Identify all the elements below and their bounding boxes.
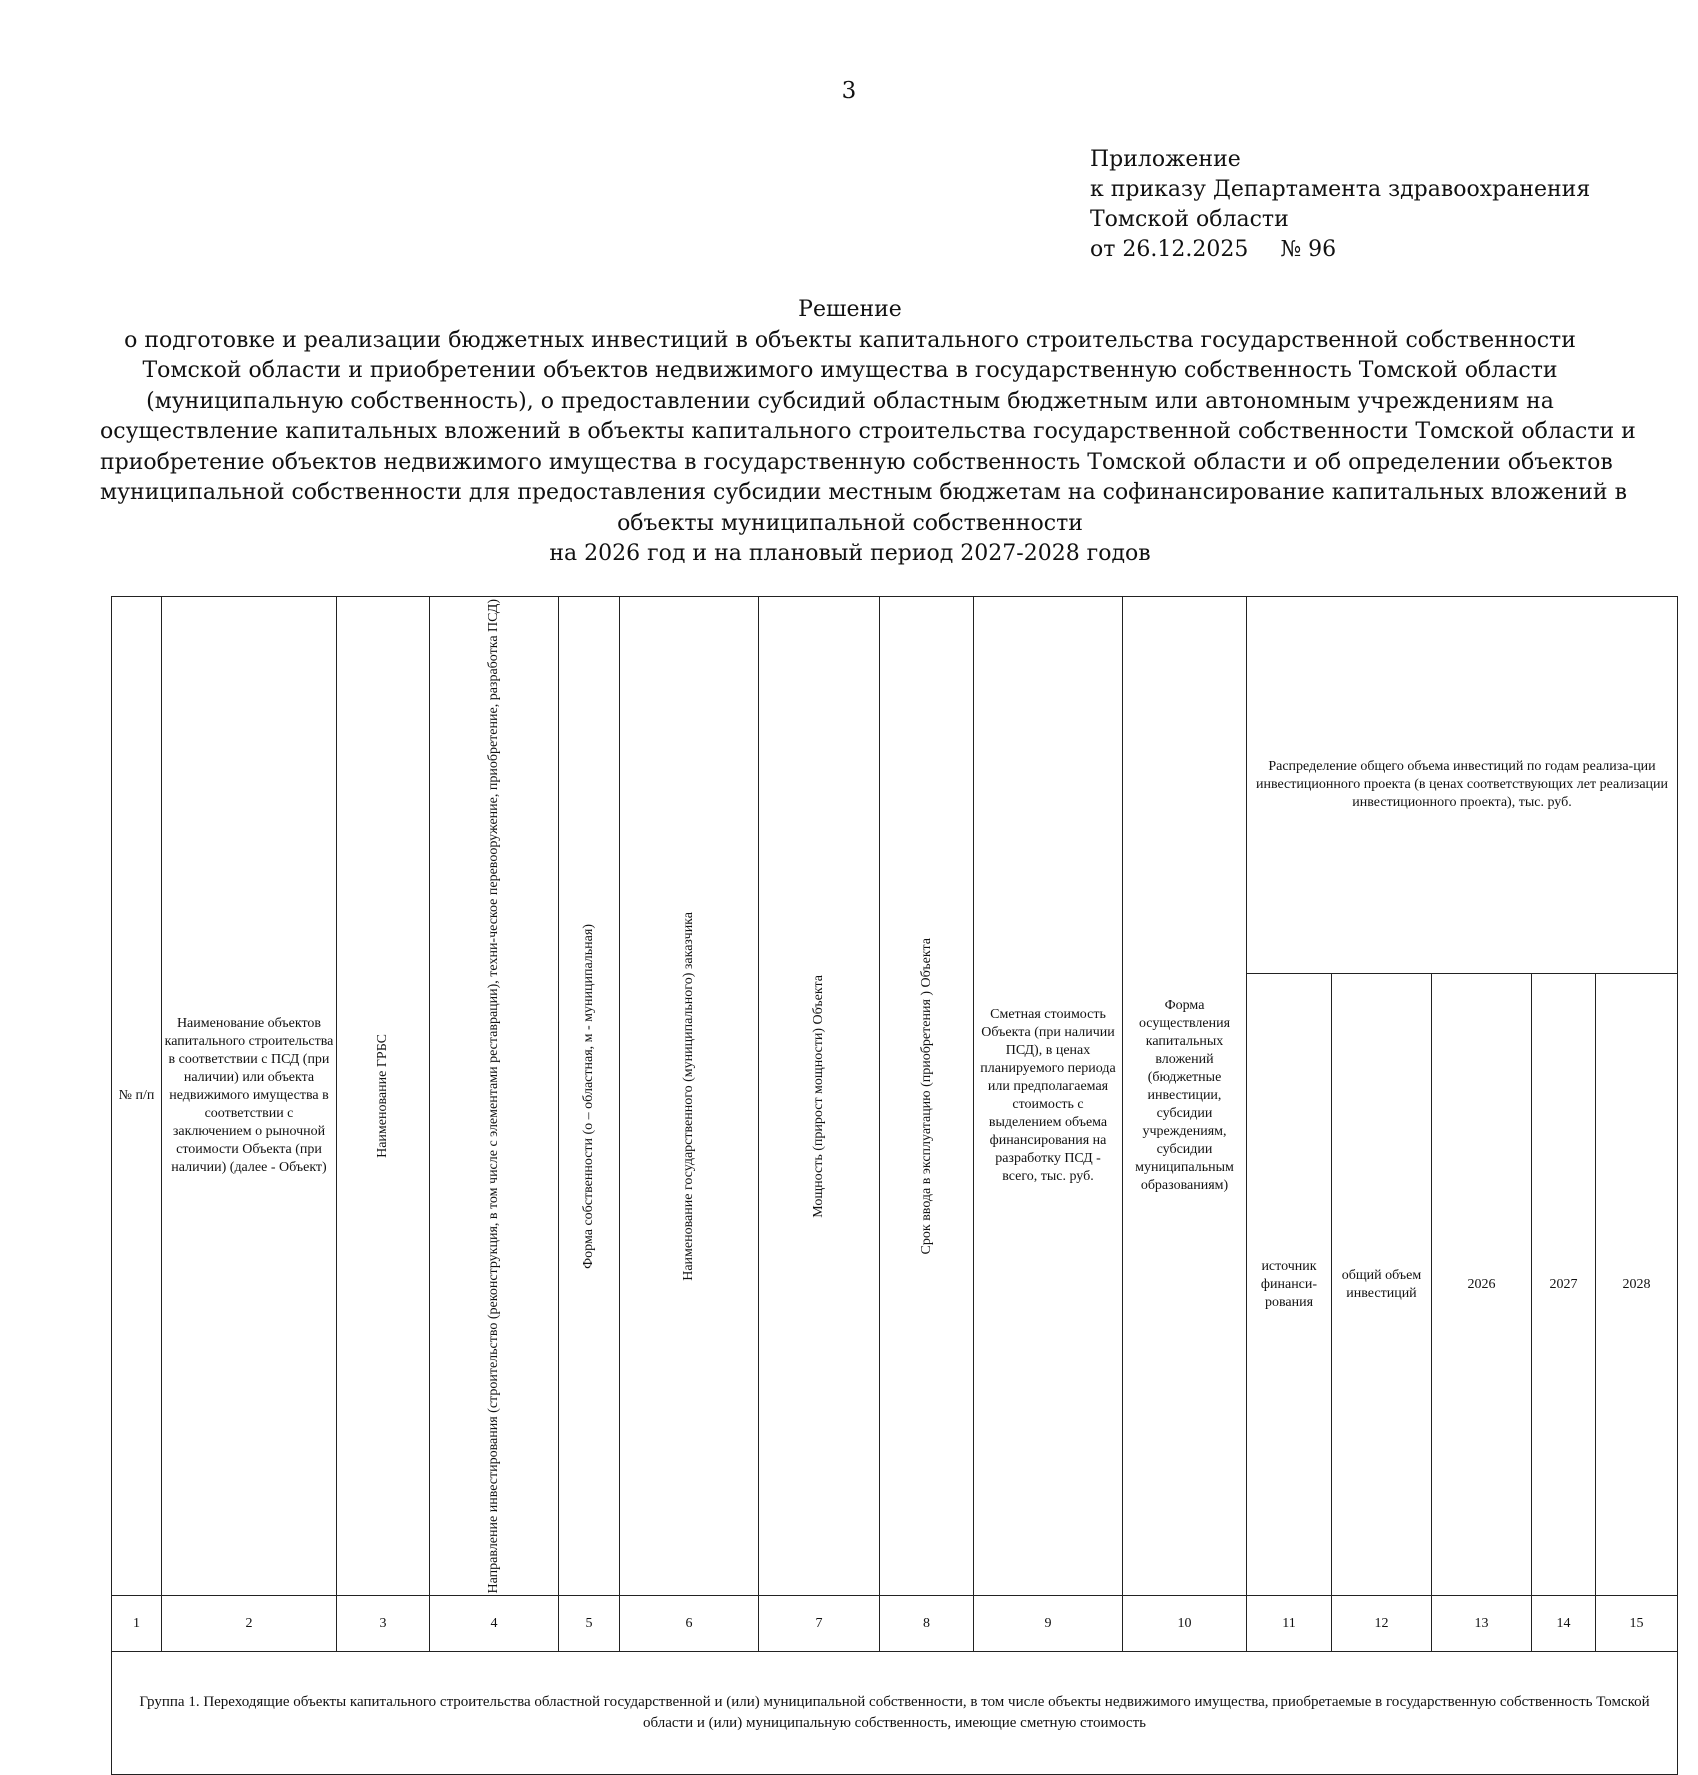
column-number: 11	[1247, 1596, 1332, 1652]
header-number: № п/п	[112, 597, 162, 1596]
title-line: о подготовке и реализации бюджетных инвестиций в объекты капитального строительства государственной собственности	[124, 327, 1576, 353]
header-direction	[430, 597, 559, 1596]
appendix-order: к приказу Департамента здравоохранения	[1090, 177, 1591, 202]
header-investment-form: Форма осуществления капитальных вложений (бюджетные инвестиции, субсидии учреждениям, субсидии муниципальным образованиям)	[1123, 597, 1247, 1596]
header-customer	[620, 597, 759, 1596]
document-title	[100, 295, 1636, 570]
header-estimated-cost: Сметная стоимость Объекта (при наличии ПСД), в ценах планируемого периода или предполагаемая стоимость с выделением объема финансирования на разработку ПСД - всего, тыс. руб.	[974, 597, 1123, 1596]
group-row	[112, 1652, 1678, 1775]
column-number: 8	[880, 1596, 974, 1652]
title-line: муниципальной собственности для предоставления субсидии местным бюджетам на софинансирование капитальных вложений в	[100, 480, 1627, 505]
header-grbs-text: Наименование ГРБС	[375, 1034, 390, 1159]
column-number: 5	[559, 1596, 620, 1652]
header-funding-source: источник финанси-рования	[1247, 974, 1332, 1596]
header-commissioning-text: Срок ввода в эксплуатацию (приобретения ) Объекта	[918, 938, 934, 1255]
appendix-region: Томской области	[1090, 207, 1289, 232]
header-object-name: Наименование объектов капитального строительства в соответствии с ПСД (при наличии) или объекта недвижимого имущества в соответствии с заключением о рыночной стоимости Объекта (при наличии) (далее - Объект)	[162, 597, 337, 1596]
column-number: 1	[112, 1596, 162, 1652]
column-number: 10	[1123, 1596, 1247, 1652]
header-ownership	[559, 597, 620, 1596]
column-number: 9	[974, 1596, 1123, 1652]
title-heading: Решение	[798, 297, 902, 322]
title-line: осуществление капитальных вложений в объекты капитального строительства государственной собственности Томской области и	[100, 419, 1636, 444]
column-number: 4	[430, 1596, 559, 1652]
investment-table	[111, 596, 1678, 1775]
column-number: 13	[1432, 1596, 1532, 1652]
title-line: на 2026 год и на плановый период 2027-2028 годов	[549, 541, 1151, 566]
column-number: 12	[1332, 1596, 1432, 1652]
header-capacity-text: Мощность (прирост мощности) Объекта	[811, 974, 826, 1218]
column-number: 2	[162, 1596, 337, 1652]
group-1-heading: Группа 1. Переходящие объекты капитального строительства областной государственной и (или) муниципальной собственности, в том числе объекты недвижимого имущества, приобретаемые в государственную собственность Томской области и (или) муниципальную собственность, имеющие сметную стоимость	[112, 1652, 1678, 1775]
header-ownership-text: Форма собственности (о – областная, м - муниципальная)	[581, 923, 596, 1269]
appendix-block	[1090, 145, 1590, 265]
header-year-2026: 2026	[1432, 974, 1532, 1596]
title-line: (муниципальную собственность), о предоставлении субсидий областным бюджетным или автономным учреждениям на	[146, 388, 1554, 414]
header-year-2027: 2027	[1532, 974, 1596, 1596]
title-line: объекты муниципальной собственности	[617, 510, 1083, 536]
column-number: 6	[620, 1596, 759, 1652]
header-commissioning	[880, 597, 974, 1596]
column-number: 14	[1532, 1596, 1596, 1652]
title-line: приобретение объектов недвижимого имущества в государственную собственность Томской области и об определении объектов	[100, 449, 1613, 475]
header-year-2028: 2028	[1596, 974, 1678, 1596]
appendix-date-line	[1090, 235, 1590, 265]
column-number-row	[112, 1596, 1678, 1652]
column-number: 15	[1596, 1596, 1678, 1652]
page-number: 3	[841, 78, 857, 104]
header-customer-text: Наименование государственного (муниципального) заказчика	[681, 911, 696, 1281]
header-direction-text: Направление инвестирования (строительство (реконструкция, в том числе с элементами реставрации), техни-ческое перевооружение, приобретение, разработка ПСД)	[486, 599, 501, 1594]
appendix-date: от 26.12.2025	[1090, 237, 1249, 262]
header-total-investment: общий объем инвестиций	[1332, 974, 1432, 1596]
appendix-number: № 96	[1280, 237, 1337, 262]
appendix-title: Приложение	[1090, 147, 1241, 172]
header-capacity	[759, 597, 880, 1596]
title-line: Томской области и приобретении объектов недвижимого имущества в государственную собственность Томской области	[142, 358, 1558, 383]
header-distribution: Распределение общего объема инвестиций по годам реализа-ции инвестиционного проекта (в ценах соответствующих лет реализации инвестиционного проекта), тыс. руб.	[1247, 597, 1678, 974]
column-number: 3	[337, 1596, 430, 1652]
column-number: 7	[759, 1596, 880, 1652]
header-grbs	[337, 597, 430, 1596]
